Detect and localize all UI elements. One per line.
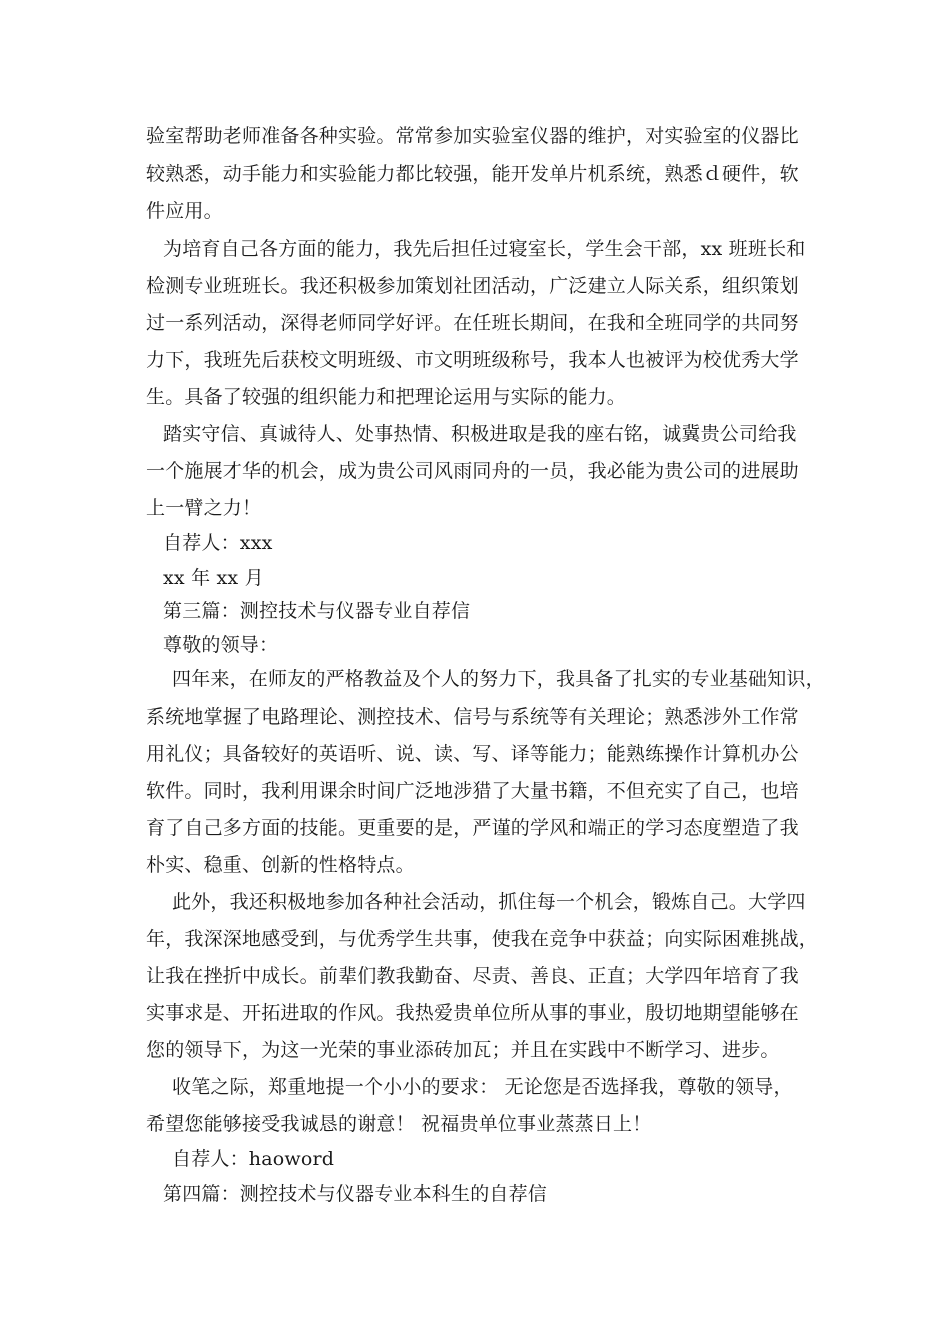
text-line: 收笔之际，郑重地提一个小小的要求： 无论您是否选择我，尊敬的领导， xyxy=(172,1076,793,1098)
text-line: 一个施展才华的机会，成为贵公司风雨同舟的一员，我必能为贵公司的进展助 xyxy=(146,460,799,482)
text-line: 希望您能够接受我诚恳的谢意！ 祝福贵单位事业蒸蒸日上！ xyxy=(146,1113,652,1135)
text-line: 软件。同时，我利用课余时间广泛地涉猎了大量书籍，不但充实了自己，也培 xyxy=(146,780,799,802)
text-line: 较熟悉，动手能力和实验能力都比较强，能开发单片机系统，熟悉ｄ硬件，软 xyxy=(146,163,799,185)
section-heading: 第三篇：测控技术与仪器专业自荐信 xyxy=(163,600,471,622)
text-line: 朴实、稳重、创新的性格特点。 xyxy=(146,854,415,876)
text-line: 件应用。 xyxy=(146,200,223,222)
signature-line: 自荐人：haoword xyxy=(172,1148,335,1170)
text-line: 育了自己多方面的技能。更重要的是，严谨的学风和端正的学习态度塑造了我 xyxy=(146,817,799,839)
text-line: 此外，我还积极地参加各种社会活动，抓住每一个机会，锻炼自己。大学四 xyxy=(172,891,806,913)
text-line: 生。具备了较强的组织能力和把理论运用与实际的能力。 xyxy=(146,386,627,408)
text-line: 实事求是、开拓进取的作风。我热爱贵单位所从事的事业，殷切地期望能够在 xyxy=(146,1002,799,1024)
text-line: 力下，我班先后获校文明班级、市文明班级称号，我本人也被评为校优秀大学 xyxy=(146,349,799,371)
text-line: 您的领导下，为这一光荣的事业添砖加瓦；并且在实践中不断学习、进步。 xyxy=(146,1039,780,1061)
section-heading: 第四篇：测控技术与仪器专业本科生的自荐信 xyxy=(163,1183,548,1205)
text-line: 为培育自己各方面的能力，我先后担任过寝室长，学生会干部，xx 班班长和 xyxy=(163,238,806,260)
text-line: 年，我深深地感受到，与优秀学生共事，使我在竞争中获益；向实际困难挑战， xyxy=(146,928,819,950)
text-line: 检测专业班班长。我还积极参加策划社团活动，广泛建立人际关系，组织策划 xyxy=(146,275,799,297)
text-line: 四年来，在师友的严格教益及个人的努力下，我具备了扎实的专业基础知识， xyxy=(172,668,825,690)
text-line: 用礼仪；具备较好的英语听、说、读、写、译等能力；能熟练操作计算机办公 xyxy=(146,743,799,765)
text-line: 验室帮助老师准备各种实验。常常参加实验室仪器的维护，对实验室的仪器比 xyxy=(146,125,799,147)
salutation: 尊敬的领导： xyxy=(163,634,279,656)
text-line: 过一系列活动，深得老师同学好评。在任班长期间，在我和全班同学的共同努 xyxy=(146,312,799,334)
signature-line: 自荐人：xxx xyxy=(163,532,273,554)
text-line: 上一臂之力！ xyxy=(146,497,262,519)
text-line: 让我在挫折中成长。前辈们教我勤奋、尽责、善良、正直；大学四年培育了我 xyxy=(146,965,799,987)
text-line: 系统地掌握了电路理论、测控技术、信号与系统等有关理论；熟悉涉外工作常 xyxy=(146,706,799,728)
date-line: xx 年 xx 月 xyxy=(163,567,264,589)
text-line: 踏实守信、真诚待人、处事热情、积极进取是我的座右铭，诚冀贵公司给我 xyxy=(163,423,797,445)
